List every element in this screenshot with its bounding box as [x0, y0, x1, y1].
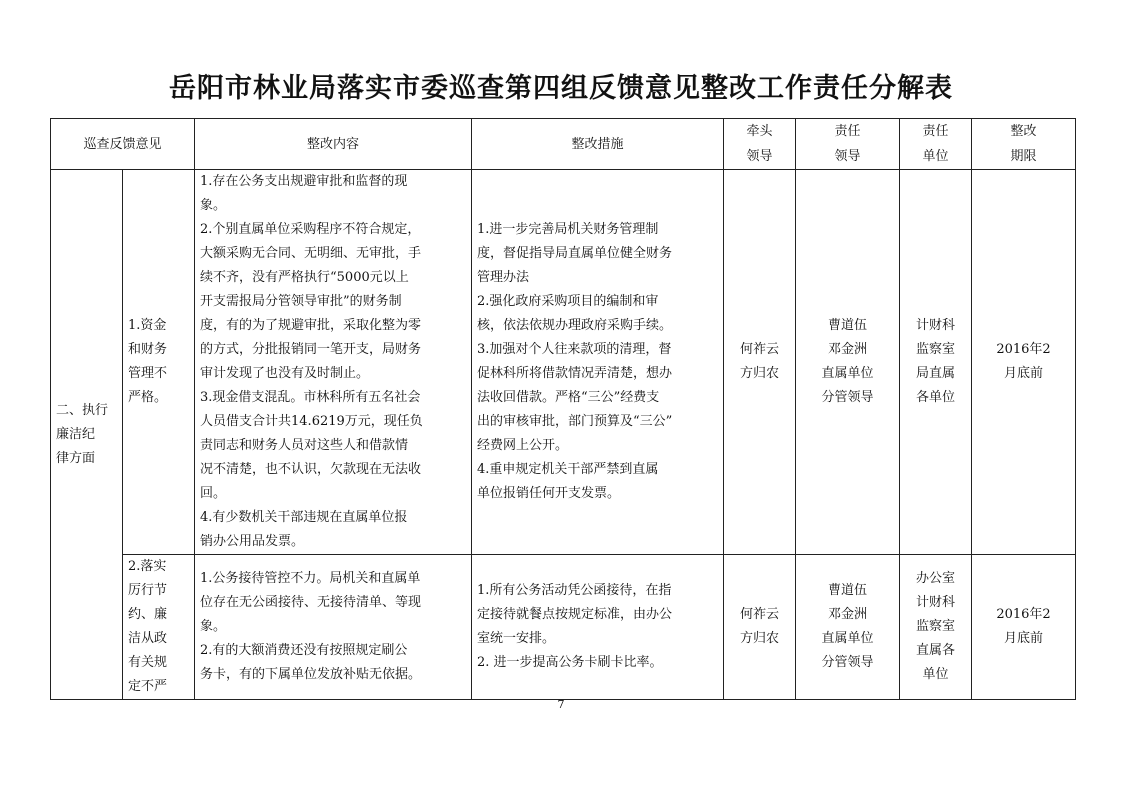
header-lead-leader: 牵头 领导 — [724, 119, 796, 170]
category-cell: 二、执行 廉洁纪 律方面 — [51, 170, 123, 700]
header-responsible-leader: 责任 领导 — [796, 119, 900, 170]
responsibility-table — [50, 118, 1076, 700]
measures-cell: 1.所有公务活动凭公函接待，在指 定接待就餐点按规定标准，由办公 室统一安排。 2. 进一步提高公务卡刷卡比率。 — [472, 555, 724, 700]
responsible-leader-cell: 曹道伍 邓金洲 直属单位 分管领导 — [796, 170, 900, 555]
measures-cell: 1.进一步完善局机关财务管理制 度，督促指导局直属单位健全财务 管理办法 2.强化政府采购项目的编制和审 核，依法依规办理政府采购手续。 3.加强对个人往来款项的清理，督 促林科所将借款情况弄清楚，想办 法收回借款。严格“三公”经费支 出的审核审批，部门预算及“三公” 经费网上公开。 4.重申规定机关干部严禁到直属 单位报销任何开支发票。 — [472, 170, 724, 555]
lead-leader-cell: 何祚云 方归农 — [724, 170, 796, 555]
header-deadline: 整改 期限 — [972, 119, 1076, 170]
deadline-cell: 2016年2 月底前 — [972, 170, 1076, 555]
deadline-cell: 2016年2 月底前 — [972, 555, 1076, 700]
page-title: 岳阳市林业局落实市委巡查第四组反馈意见整改工作责任分解表 — [169, 73, 953, 104]
feedback-item: 1.资金 和财务 管理不 严格。 — [123, 170, 195, 555]
header-row — [51, 119, 1076, 170]
responsible-unit-cell: 办公室 计财科 监察室 直属各 单位 — [900, 555, 972, 700]
responsible-leader-cell: 曹道伍 邓金洲 直属单位 分管领导 — [796, 555, 900, 700]
header-measures: 整改措施 — [472, 119, 724, 170]
header-content: 整改内容 — [195, 119, 472, 170]
lead-leader-cell: 何祚云 方归农 — [724, 555, 796, 700]
content-cell: 1.存在公务支出规避审批和监督的现 象。 2.个别直属单位采购程序不符合规定， 大额采购无合同、无明细、无审批，手 续不齐，没有严格执行“5000元以上 开支需报局分管领导审批”的财务制 度，有的为了规避审批，采取化整为零 的方式，分批报销同一笔开支，局财务 审计发现了也没有及时制止。 3.现金借支混乱。市林科所有五名社会 人员借支合计共14.6219万元，现任负 责同志和财务人员对这些人和借款情 况不清楚，也不认识，欠款现在无法收 回。 4.有少数机关干部违规在直属单位报 销办公用品发票。 — [195, 170, 472, 555]
page-number: 7 — [557, 698, 565, 711]
feedback-item: 2.落实 厉行节 约、廉 洁从政 有关规 定不严 — [123, 555, 195, 700]
header-responsible-unit: 责任 单位 — [900, 119, 972, 170]
table-row — [51, 555, 1076, 700]
header-feedback: 巡查反馈意见 — [51, 119, 195, 170]
responsible-unit-cell: 计财科 监察室 局直属 各单位 — [900, 170, 972, 555]
content-cell: 1.公务接待管控不力。局机关和直属单 位存在无公函接待、无接待清单、等现 象。 2.有的大额消费还没有按照规定刷公 务卡，有的下属单位发放补贴无依据。 — [195, 555, 472, 700]
table-row — [51, 170, 1076, 555]
